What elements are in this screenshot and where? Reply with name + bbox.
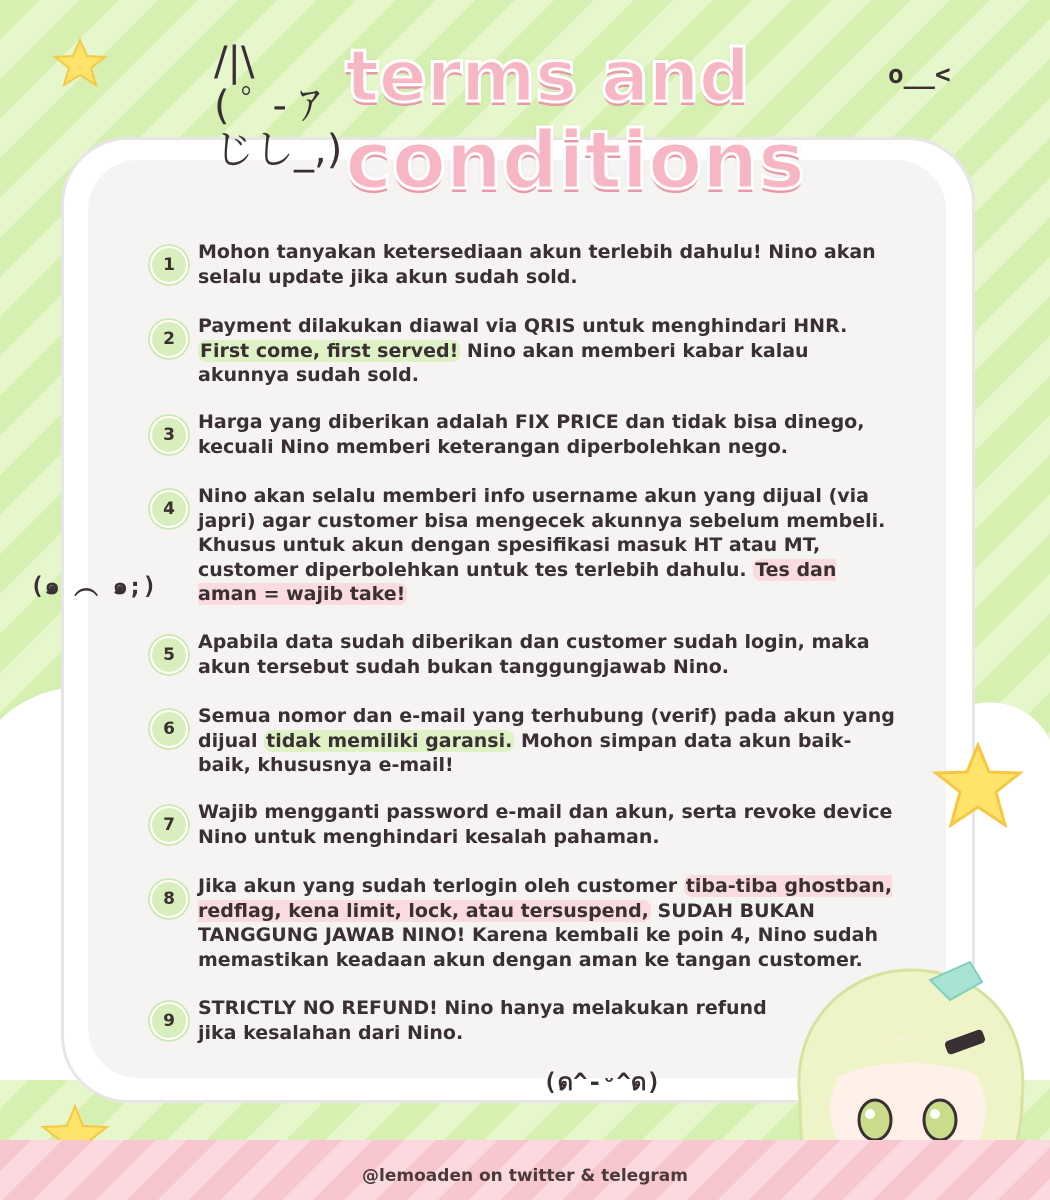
item-text: [198, 704, 898, 778]
item-number-badge: 2: [150, 320, 188, 358]
item-number-badge: 7: [150, 806, 188, 844]
highlight-pink: Tes dan aman = wajib take!: [198, 558, 837, 605]
footer-contact: @lemoaden on twitter & telegram: [362, 1166, 688, 1186]
text-segment: SUDAH BUKAN TANGGUNG JAWAB NINO! Karena kembali ke poin 4, Nino sudah memastikan keadaan akun dengan aman ke tangan customer.: [198, 899, 878, 971]
text-segment: Payment dilakukan diawal via QRIS untuk menghindari HNR.: [198, 315, 848, 337]
item-number-badge: 6: [150, 710, 188, 748]
highlight-green: First come, first served!: [200, 339, 459, 362]
text-segment: Apabila data sudah diberikan dan customer sudah login, maka akun tersebut sudah bukan tanggungjawab Nino.: [198, 631, 870, 678]
star-icon: [52, 38, 108, 88]
item-number-badge: 9: [150, 1002, 188, 1040]
kaomoji-left: (๑ ︵ ๑;): [30, 572, 157, 600]
kaomoji-peeking: /|\ ( ﾟ - ｱ じし_,): [214, 39, 343, 173]
text-segment: Mohon tanyakan ketersediaan akun terlebih dahulu! Nino akan selalu update jika akun sudah sold.: [198, 241, 876, 288]
text-segment: Nino akan memberi kabar kalau akunnya sudah sold.: [198, 339, 809, 386]
kaomoji-bottom: (ด^-ᵕ^ด): [543, 1068, 661, 1096]
item-text: [198, 484, 898, 607]
item-text: [198, 800, 898, 849]
star-icon: [932, 742, 1024, 830]
item-number-badge: 8: [150, 880, 188, 918]
title-line-2: conditions: [345, 114, 805, 207]
item-number-badge: 1: [150, 246, 188, 284]
text-segment: Mohon simpan data akun baik-baik, khususnya e-mail!: [198, 729, 852, 776]
text-segment: STRICTLY NO REFUND! Nino hanya melakukan refund: [198, 997, 767, 1019]
item-number-badge: 5: [150, 636, 188, 674]
highlight-pink: tiba-tiba ghostban, redflag, kena limit, lock, atau tersuspend,: [198, 875, 893, 922]
item-text: [198, 630, 898, 679]
text-segment: Harga yang diberikan adalah FIX PRICE dan tidak bisa dinego, kecuali Nino memberi keterangan diperbolehkan nego.: [198, 411, 865, 458]
item-number-badge: 3: [150, 416, 188, 454]
item-text: [198, 240, 898, 289]
item-text: [198, 314, 898, 388]
text-segment: Jika akun yang sudah terlogin oleh customer: [198, 875, 684, 897]
text-segment: Nino akan selalu memberi info username akun yang dijual (via japri) agar customer bisa mengecek akunnya sebelum membeli. Khusus untuk akun dengan spesifikasi masuk HT atau MT, customer diperbolehkan untuk tes terlebih dahulu.: [198, 485, 886, 581]
item-text: [198, 874, 898, 972]
text-segment: jika kesalahan dari Nino.: [198, 1021, 464, 1044]
text-segment: Wajib mengganti password e-mail dan akun, serta revoke device Nino untuk menghindari kesalah pahaman.: [198, 801, 893, 848]
text-segment: Semua nomor dan e-mail yang terhubung (verif) pada akun yang dijual: [198, 705, 895, 752]
kaomoji-top-right: o__<: [888, 60, 951, 90]
title-line-1: terms and: [345, 34, 750, 118]
highlight-green: tidak memiliki garansi.: [266, 729, 513, 752]
item-text: [198, 410, 898, 459]
item-number-badge: 4: [150, 490, 188, 528]
